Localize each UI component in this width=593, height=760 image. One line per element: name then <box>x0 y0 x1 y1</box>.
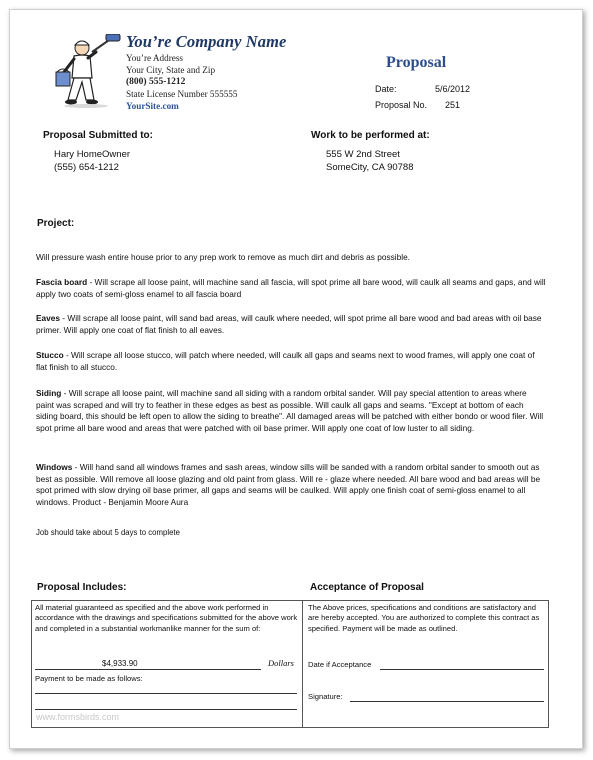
company-city: Your City, State and Zip <box>126 65 216 75</box>
proposal-number-row <box>375 100 460 110</box>
dollars-word: Dollars <box>268 658 294 668</box>
includes-heading: Proposal Includes: <box>37 582 127 593</box>
acceptance-date-label: Date if Acceptance <box>308 660 372 669</box>
work-location-heading: Work to be performed at: <box>311 130 430 141</box>
customer-phone: (555) 654-1212 <box>54 162 119 173</box>
box-divider <box>302 601 303 727</box>
fascia-paragraph <box>36 277 546 300</box>
date-value: 5/6/2012 <box>435 84 471 94</box>
company-site: YourSite.com <box>126 101 179 111</box>
stucco-text: - Will scrape all loose stucco, will patch where needed, will caulk all gaps and seams next to wood frames, will apply one coat of flat finish to all stucco. <box>36 350 535 372</box>
windows-paragraph <box>36 462 546 508</box>
payment-line-1 <box>35 693 297 694</box>
signature-line[interactable] <box>350 701 544 702</box>
project-timeline: Job should take about 5 days to complete <box>36 528 180 537</box>
siding-label: Siding <box>36 388 62 398</box>
windows-label: Windows <box>36 462 73 472</box>
proposal-number-value: 251 <box>445 100 461 110</box>
proposal-date-row <box>375 84 470 94</box>
company-address: You’re Address <box>126 53 183 63</box>
payment-label: Payment to be made as follows: <box>35 674 143 683</box>
siding-text: - Will scrape all loose paint, will machine sand all siding with a random orbital sander. Will pay special attention to areas where paint was scraped and will try to feather in these edges as best as possible. Will caulk all gaps and seams. "Except at bottom of each siding board, this should be left open to allow the siding to breathe". All damaged areas will be patched with either bondo or wood filer. Will spot prime all bare wood and areas that were patched with oil base primer. Will apply one coat of low luster to all siding. <box>36 388 544 433</box>
acceptance-text: The Above prices, specifications and conditions are satisfactory and are hereby accepted. You are authorized to complete this contract as specified. Payment will be made as outlined. <box>308 603 540 633</box>
company-header <box>126 32 286 112</box>
painter-logo-icon <box>52 34 124 108</box>
fascia-label: Fascia board <box>36 277 88 287</box>
includes-text: All material guaranteed as specified and the above work performed in accordance with the drawings and specifications submitted for the above work and completed in a substantial workmanlike manner for the sum of: <box>35 603 298 633</box>
work-street: 555 W 2nd Street <box>326 149 400 160</box>
stucco-paragraph <box>36 350 546 373</box>
submitted-to-block <box>54 148 130 174</box>
stucco-label: Stucco <box>36 350 64 360</box>
eaves-text: - Will scrape all loose paint, will sand bad areas, will caulk where needed, will spot prime all bare wood and bad areas with oil base primer. Will apply one coat of flat finish to all eaves. <box>36 313 542 335</box>
company-phone: (800) 555-1212 <box>126 77 186 87</box>
project-intro: Will pressure wash entire house prior to any prep work to remove as much dirt and debris as possible. <box>36 252 410 262</box>
eaves-paragraph <box>36 313 546 336</box>
siding-paragraph <box>36 388 546 434</box>
eaves-label: Eaves <box>36 313 60 323</box>
fascia-text: - Will scrape all loose paint, will machine sand all fascia, will spot prime all bare wood, will caulk all seams and gaps, and will apply two coats of semi-gloss enamel to all fascia board <box>36 277 546 299</box>
watermark: www.formsbirds.com <box>36 712 120 722</box>
submitted-to-heading: Proposal Submitted to: <box>43 130 153 141</box>
work-location-block <box>326 148 413 174</box>
amount-line <box>35 669 261 670</box>
signature-label: Signature: <box>308 692 343 701</box>
acceptance-heading: Acceptance of Proposal <box>310 582 424 593</box>
work-city: SomeCity, CA 90788 <box>326 162 414 173</box>
windows-text: - Will hand sand all windows frames and sash areas, window sills will be sanded with a random orbital sander to smooth out as best as possible. Will remove all loose glazing and old paint from glass. Will re - glaze where needed. All bare wood and bad areas will be spot primed with slow drying oil base primer, all gaps and seams will be caulked. Will apply one finish coat of semi-gloss enamel to all windows. Product - Benjamin Moore Aura <box>36 462 541 507</box>
company-name: You’re Company Name <box>126 32 287 51</box>
company-license: State License Number 555555 <box>126 89 238 99</box>
acceptance-date-line[interactable] <box>380 669 544 670</box>
date-label: Date: <box>375 84 397 94</box>
proposal-title: Proposal <box>386 54 447 71</box>
proposal-number-label: Proposal No. <box>375 100 428 110</box>
proposal-acceptance-box <box>31 600 549 728</box>
project-heading: Project: <box>37 218 75 229</box>
amount-value: $4,933.90 <box>102 659 138 668</box>
customer-name: Hary HomeOwner <box>54 149 131 160</box>
payment-line-2 <box>35 709 297 710</box>
